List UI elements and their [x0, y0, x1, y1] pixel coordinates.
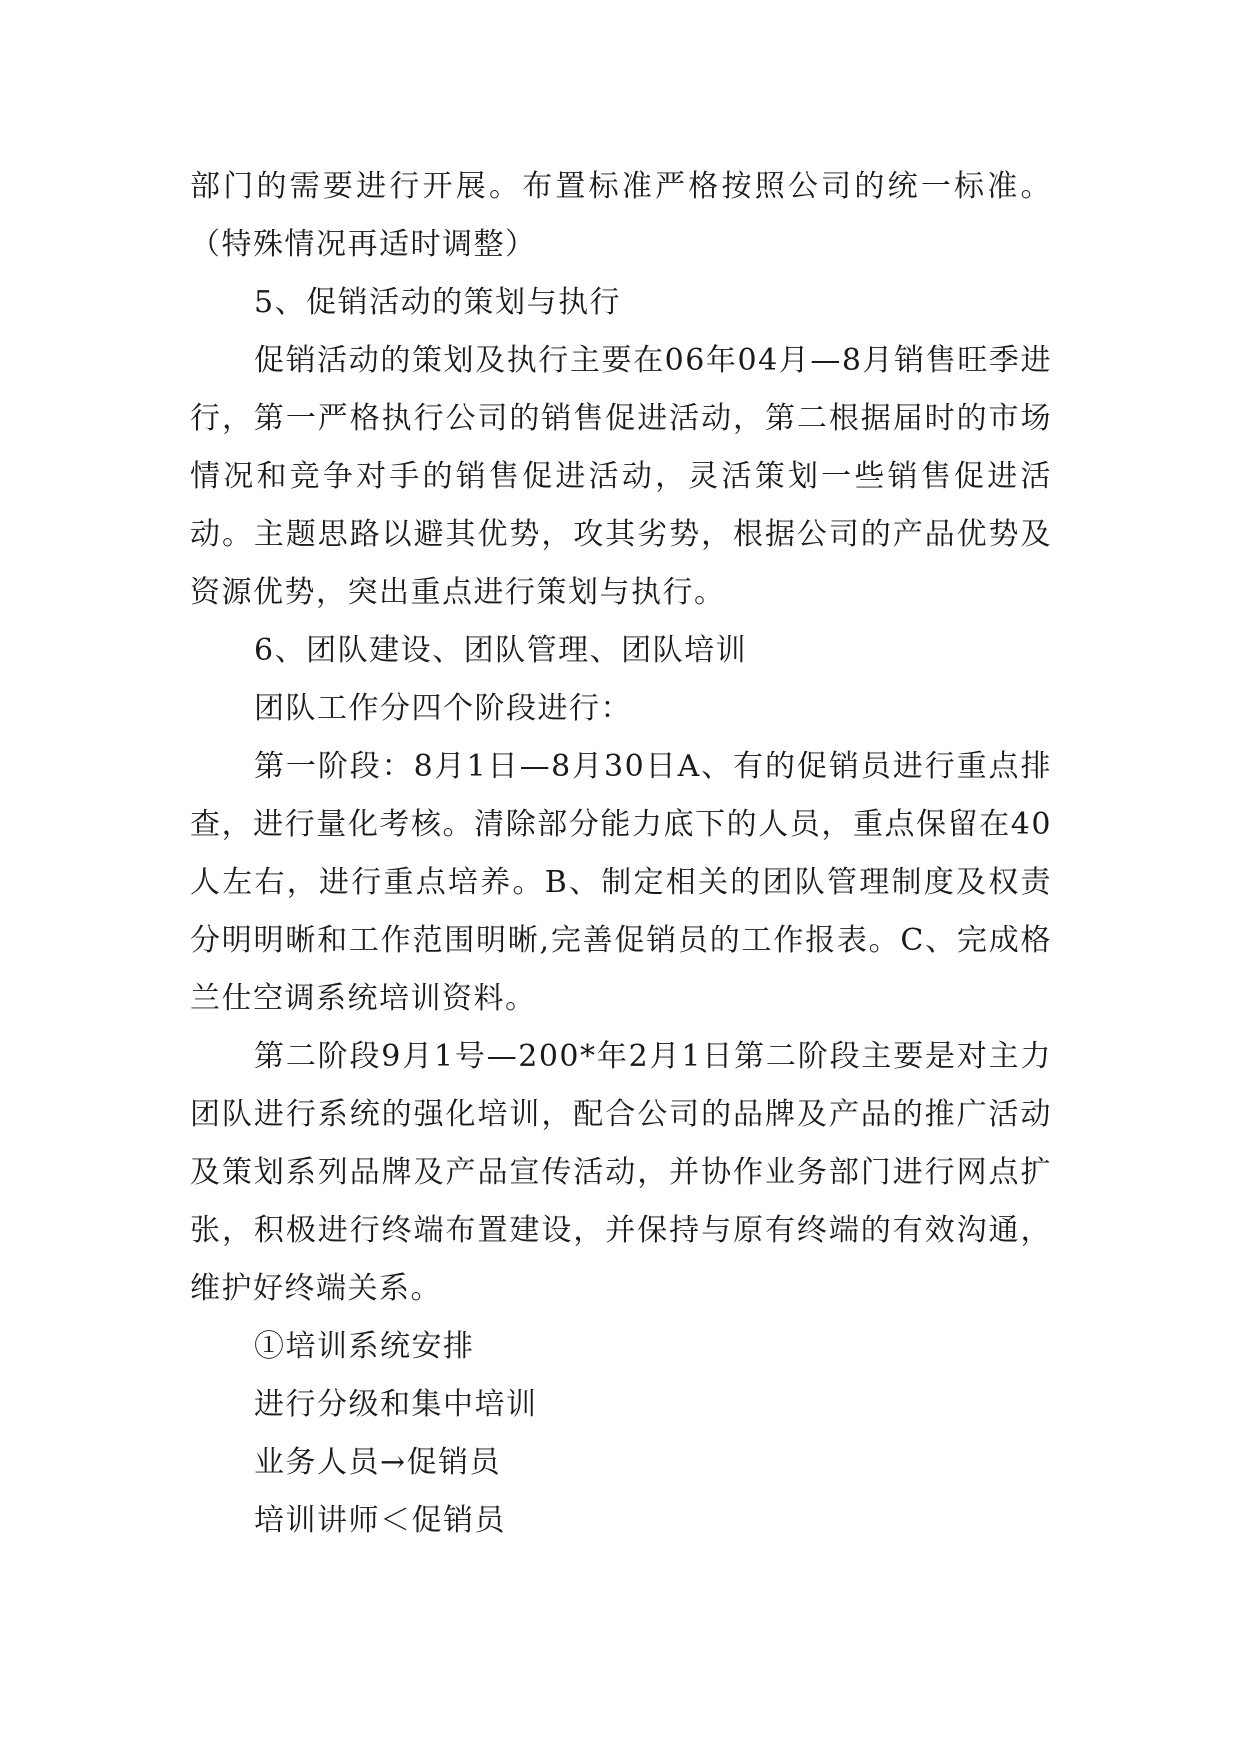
paragraph-display-standards: 部门的需要进行开展。布置标准严格按照公司的统一标准。（特殊情况再适时调整）	[190, 169, 1052, 262]
document-body	[190, 158, 1052, 1550]
heading-team-building: 6、团队建设、团队管理、团队培训	[254, 633, 748, 668]
paragraph-stage-one: 第一阶段：8月1日—8月30日A、有的促销员进行重点排查，进行量化考核。清除部分能力底下的人员，重点保留在40人左右，进行重点培养。B、制定相关的团队管理制度及权责分明明晰和工作范围明晰,完善促销员的工作报表。C、完成格兰仕空调系统培训资料。	[190, 749, 1052, 1016]
paragraph-stage-two: 第二阶段9月1号—200*年2月1日第二阶段主要是对主力团队进行系统的强化培训，配合公司的品牌及产品的推广活动及策划系列品牌及产品宣传活动，并协作业务部门进行网点扩张，积极进行终端布置建设，并保持与原有终端的有效沟通，维护好终端关系。	[190, 1039, 1052, 1306]
paragraph-promotion-planning: 促销活动的策划及执行主要在06年04月—8月销售旺季进行，第一严格执行公司的销售促进活动，第二根据届时的市场情况和竞争对手的销售促进活动，灵活策划一些销售促进活动。主题思路以避其优势，攻其劣势，根据公司的产品优势及资源优势，突出重点进行策划与执行。	[190, 343, 1052, 610]
line-trainer-promoters: 培训讲师＜促销员	[254, 1503, 506, 1538]
heading-promotion-planning: 5、促销活动的策划与执行	[254, 285, 622, 320]
line-tiered-training: 进行分级和集中培训	[254, 1387, 538, 1422]
heading-training-arrangement: ①培训系统安排	[254, 1329, 475, 1364]
paragraph-team-stages-intro: 团队工作分四个阶段进行：	[254, 691, 632, 726]
line-sales-staff-to-promoters: 业务人员→促销员	[254, 1445, 502, 1480]
